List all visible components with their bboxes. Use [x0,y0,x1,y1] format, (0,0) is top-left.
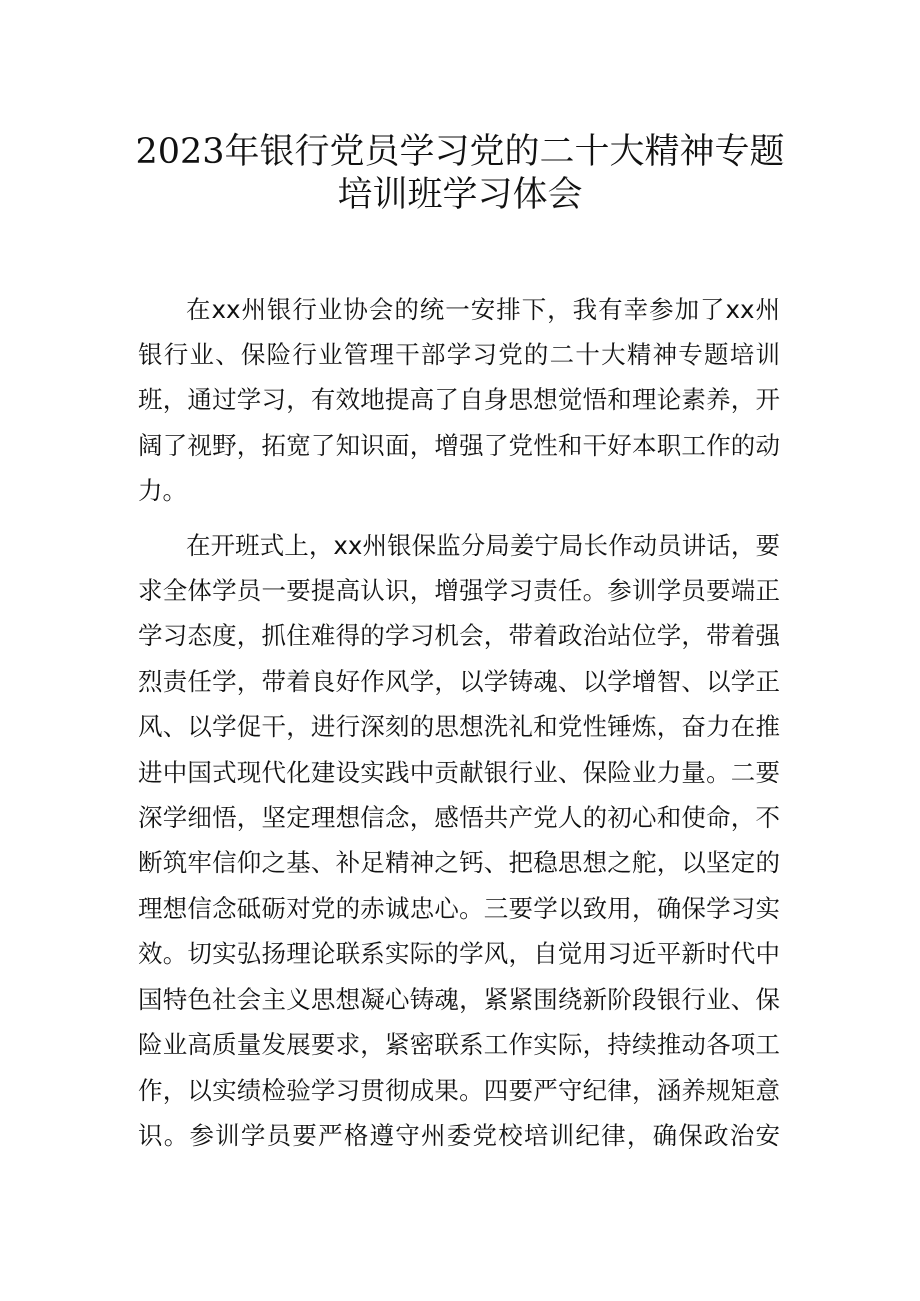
paragraph-2-line-8: 断筑牢信仰之基、补足精神之钙、把稳思想之舵，以坚定的 [138,848,780,877]
paragraph-2-line-4: 烈责任学，带着良好作风学，以学铸魂、以学增智、以学正 [138,667,780,696]
paragraph-2-line-2: 求全体学员一要提高认识，增强学习责任。参训学员要端正 [138,576,780,605]
paragraph-2-line-13: 作，以实绩检验学习贯彻成果。四要严守纪律，涵养规矩意 [138,1076,780,1105]
paragraph-2-line-3: 学习态度，抓住难得的学习机会，带着政治站位学，带着强 [138,621,780,650]
paragraph-2-line-10: 效。切实弘扬理论联系实际的学风，自觉用习近平新时代中 [138,939,780,968]
paragraph-2-line-11: 国特色社会主义思想凝心铸魂，紧紧围绕新阶段银行业、保 [138,985,780,1014]
paragraph-2-line-5: 风、以学促干，进行深刻的思想洗礼和党性锤炼，奋力在推 [138,712,780,741]
document-title-line-1: 2023年银行党员学习党的二十大精神专题 [135,132,785,172]
paragraph-2-line-14: 识。参训学员要严格遵守州委党校培训纪律，确保政治安 [138,1121,780,1150]
paragraph-2-line-9: 理想信念砥砺对党的赤诚忠心。三要学以致用，确保学习实 [138,894,780,923]
paragraph-2-line-1: 在开班式上，xx州银保监分局姜宁局长作动员讲话，要 [186,531,780,560]
paragraph-2-line-12: 险业高质量发展要求，紧密联系工作实际，持续推动各项工 [138,1030,780,1059]
paragraph-1-line-2: 银行业、保险行业管理干部学习党的二十大精神专题培训 [138,340,780,369]
paragraph-1-line-5: 力。 [138,476,187,505]
document-title-line-2: 培训班学习体会 [337,175,583,215]
paragraph-2-line-7: 深学细悟，坚定理想信念，感悟共产党人的初心和使命，不 [138,803,780,832]
paragraph-1-line-3: 班，通过学习，有效地提高了自身思想觉悟和理论素养，开 [138,385,780,414]
paragraph-1-line-4: 阔了视野，拓宽了知识面，增强了党性和干好本职工作的动 [138,431,780,460]
paragraph-2-line-6: 进中国式现代化建设实践中贡献银行业、保险业力量。二要 [138,758,780,787]
paragraph-1-line-1: 在xx州银行业协会的统一安排下，我有幸参加了xx州 [186,295,780,324]
